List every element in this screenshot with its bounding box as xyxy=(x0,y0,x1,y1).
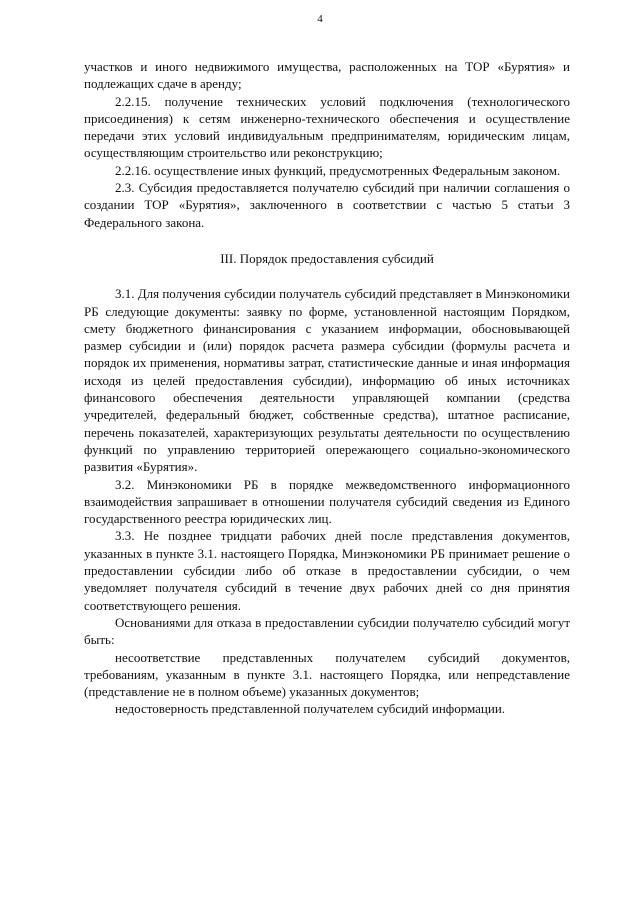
paragraph-3-3: 3.3. Не позднее тридцати рабочих дней после представления документов, указанных в пункте 3.1. настоящего Порядка, Минэкономики РБ принимает решение о предоставлении субсидии либо об отказе в предоставлении субсидии, о чем уведомляет получателя субсидий в течение двух рабочих дней со дня принятия соответствующего решения. xyxy=(84,528,570,613)
document-body xyxy=(84,58,570,718)
paragraph-2-3: 2.3. Субсидия предоставляется получателю субсидий при наличии соглашения о создании ТОР «Бурятия», заключенного в соответствии с частью 5 статьи 3 Федерального закона. xyxy=(84,180,570,230)
paragraph-refusal-inaccuracy: недостоверность представленной получателем субсидий информации. xyxy=(115,701,506,717)
paragraph-continuation-2-2-14: участков и иного недвижимого имущества, расположенных на ТОР «Бурятия» и подлежащих сдаче в аренду; xyxy=(84,59,570,92)
paragraph-2-2-16: 2.2.16. осуществление иных функций, предусмотренных Федеральным законом. xyxy=(115,162,561,178)
paragraph-3-2: 3.2. Минэкономики РБ в порядке межведомственного информационного взаимодействия запрашивает в отношении получателя субсидий сведения из Единого государственного реестра юридических лиц. xyxy=(84,476,570,527)
section-title: III. Порядок предоставления субсидий xyxy=(220,250,434,266)
paragraph-2-2-15: 2.2.15. получение технических условий подключения (технологического присоединения) к сетям инженерно-технического обеспечения и осуществление передачи этих условий индивидуальным предпринимателям, юридическим лицам, осуществляющим строительство или реконструкцию; xyxy=(84,93,570,161)
paragraph-3-1: 3.1. Для получения субсидии получатель субсидий представляет в Минэкономики РБ следующие документы: заявку по форме, установленной настоящим Порядком, смету бюджетного финансирования с указанием информации, обосновывающей размер субсидии и (или) порядок расчета размера субсидии (формулы расчета и порядок их применения, нормативы затрат, статистические данные и иная информация исходя из целей предоставления субсидии), информацию об иных источниках финансового обеспечения деятельности управляющей компании (средства учредителей, федеральный бюджет, собственные средства), штатное расписание, перечень показателей, характеризующих результаты деятельности по осуществлению функций по управлению территорией опережающего социально-экономического развития «Бурятия». xyxy=(84,286,570,475)
paragraph-refusal-nonconformity: несоответствие представленных получателем субсидий документов, требованиям, указанным в пункте 3.1. настоящего Порядка, или непредставление (представление не в полном объеме) указанных документов; xyxy=(84,649,570,700)
page-number: 4 xyxy=(317,13,323,25)
paragraph-refusal-grounds: Основаниями для отказа в предоставлении субсидии получателю субсидий могут быть: xyxy=(84,614,570,648)
